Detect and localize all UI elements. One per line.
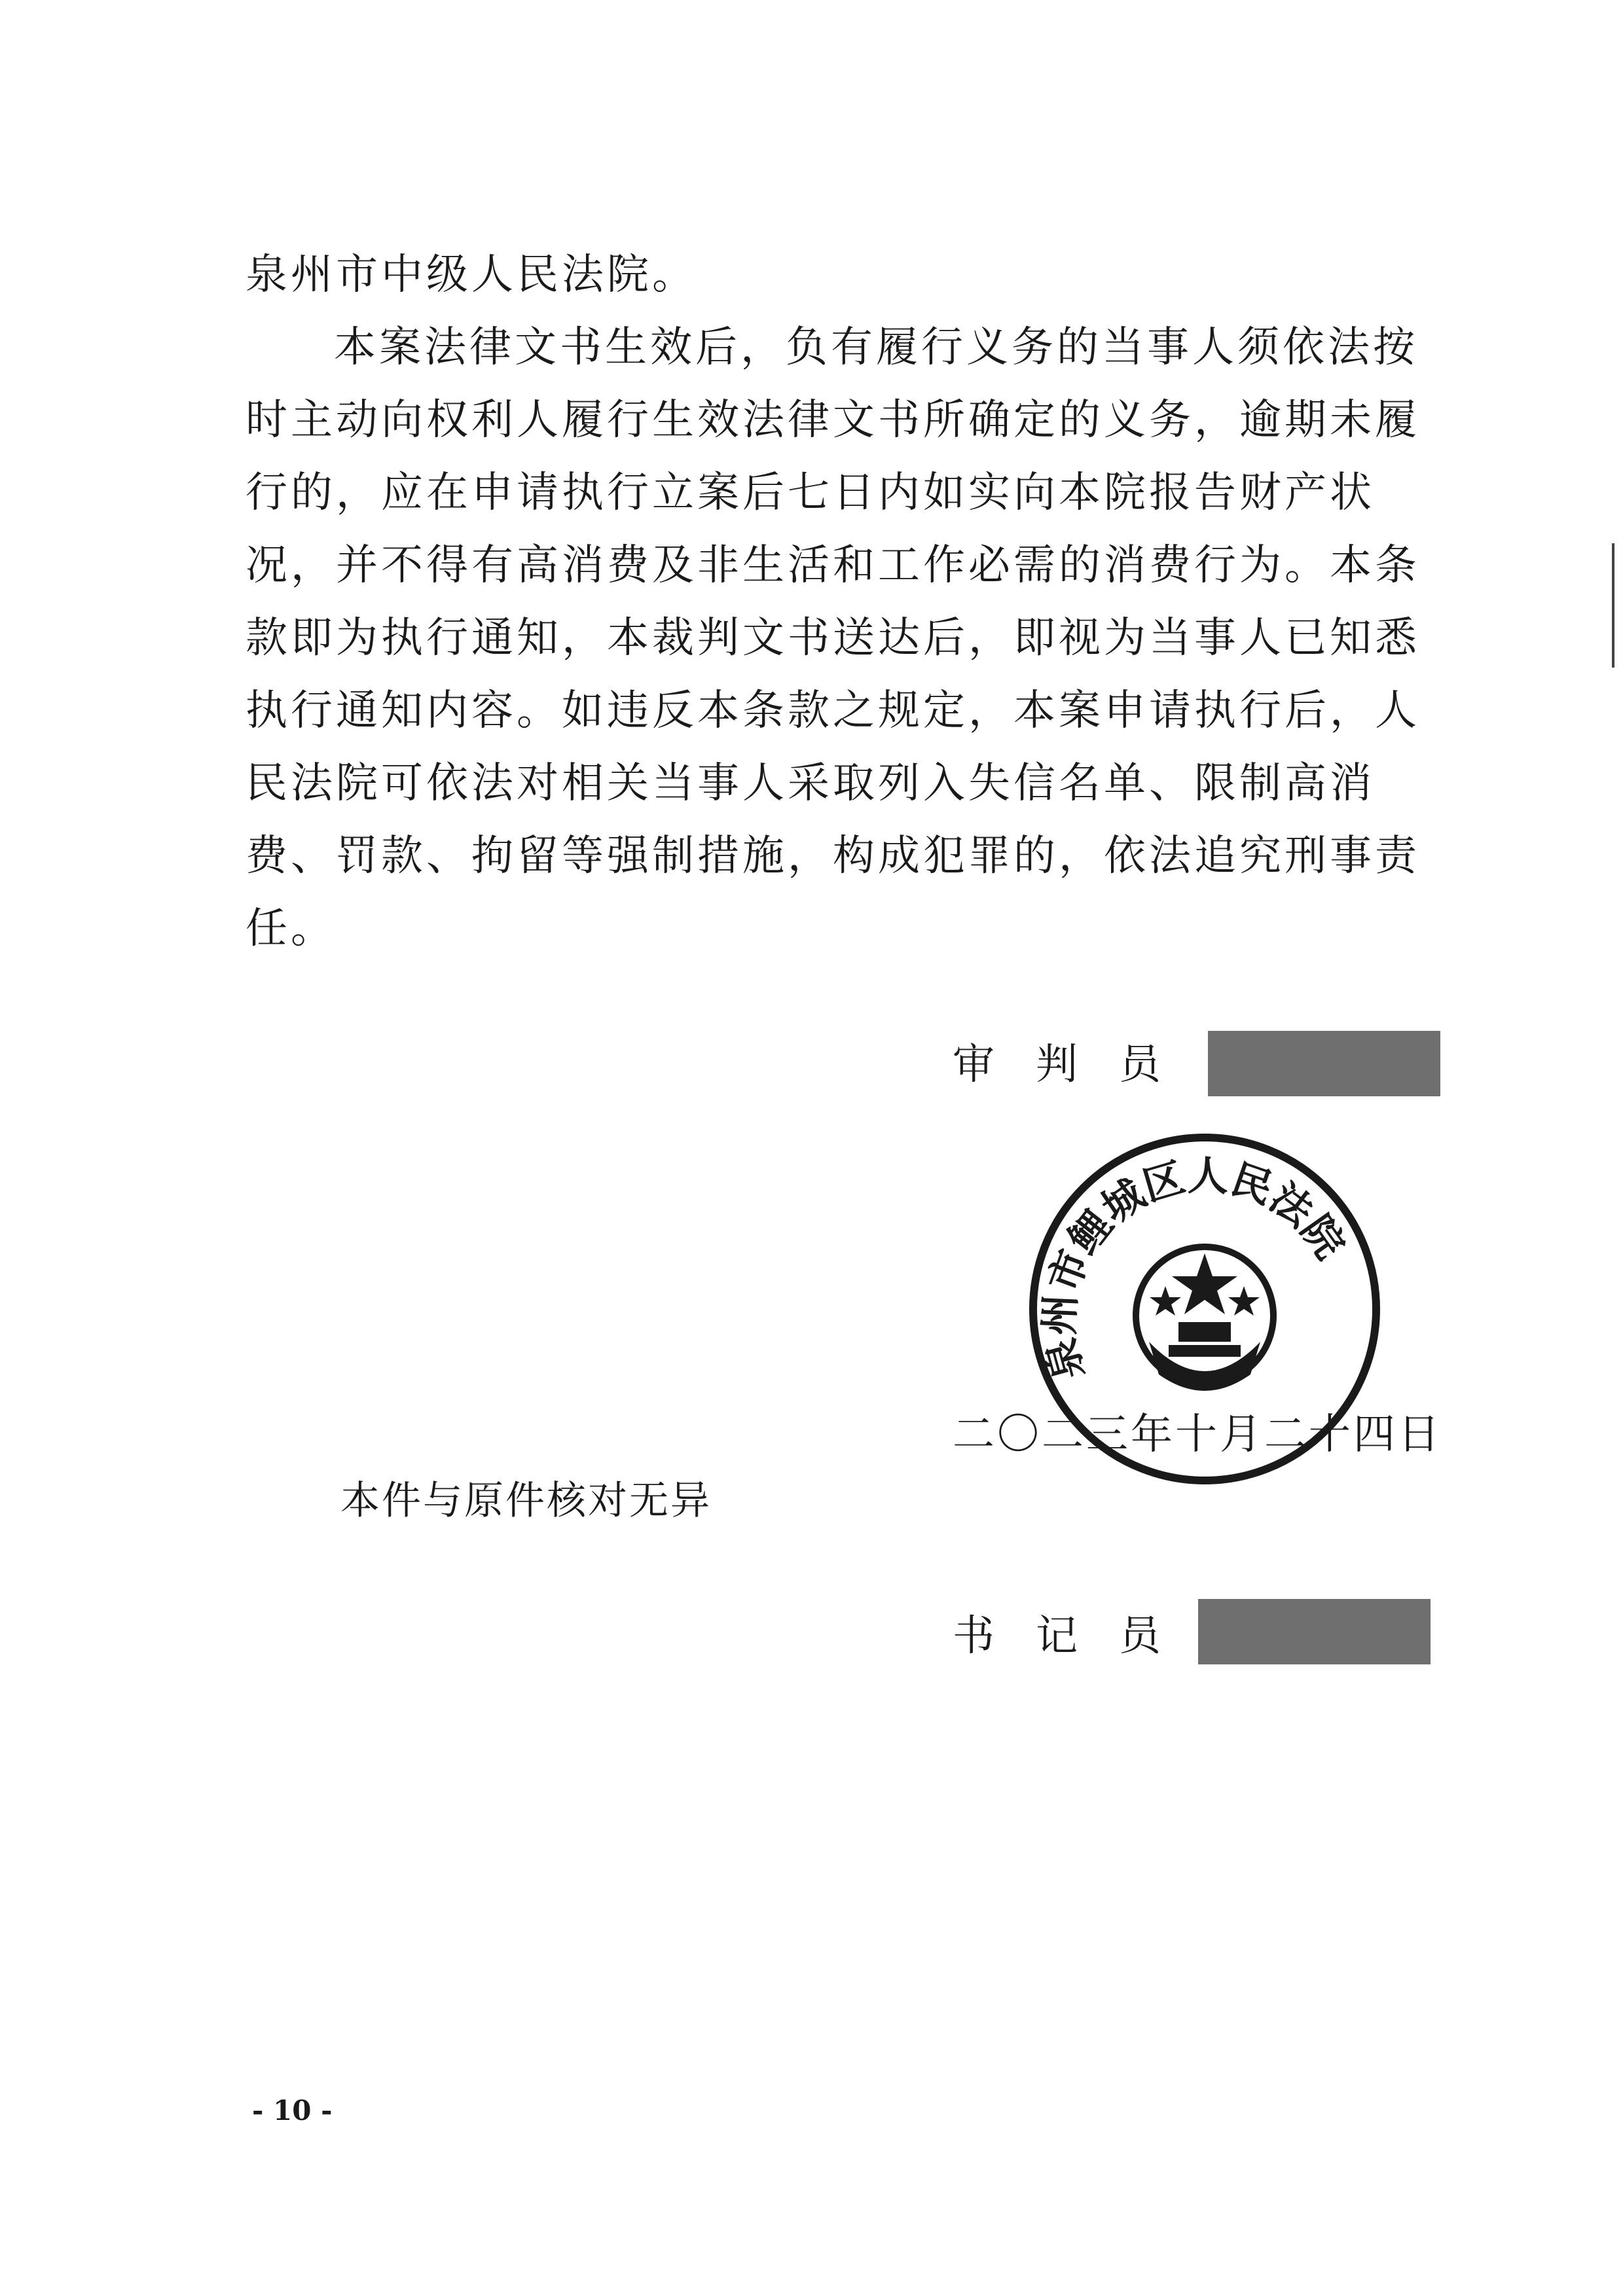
clerk-label: 书 记 员 <box>953 1612 1164 1660</box>
paragraph-execution-notice: 本案法律文书生效后，负有履行义务的当事人须依法按时主动向权利人履行生效法律文书所确定的义务，逾期未履行的，应在申请执行立案后七日内如实向本院报告财产状况，并不得有高消费及非生活和工作必需的消费行为。本条款即为执行通知，本裁判文书送达后，即视为当事人已知悉执行通知内容。如违反本条款之规定，本案申请执行后，人民法院可依法对相关当事人采取列入失信名单、限制高消费、罚款、拘留等强制措施，构成犯罪的，依法追究刑事责任。 <box>246 323 1420 953</box>
judge-label: 审 判 员 <box>953 1041 1164 1089</box>
verification-note: 本件与原件核对无异 <box>340 1478 712 1524</box>
scan-edge-mark <box>1612 543 1614 668</box>
page-number: - 10 - <box>252 2094 333 2126</box>
judgment-date: 二〇二三年十月二十四日 <box>953 1410 1442 1459</box>
body-text <box>246 239 1424 965</box>
seal-text: 泉州市鲤城区人民法院 <box>1034 1151 1355 1386</box>
judge-name-redaction <box>1208 1031 1440 1096</box>
clerk-name-redaction <box>1198 1599 1431 1664</box>
paragraph-court-name: 泉州市中级人民法院。 <box>246 251 697 299</box>
national-emblem-icon <box>1136 1247 1273 1391</box>
